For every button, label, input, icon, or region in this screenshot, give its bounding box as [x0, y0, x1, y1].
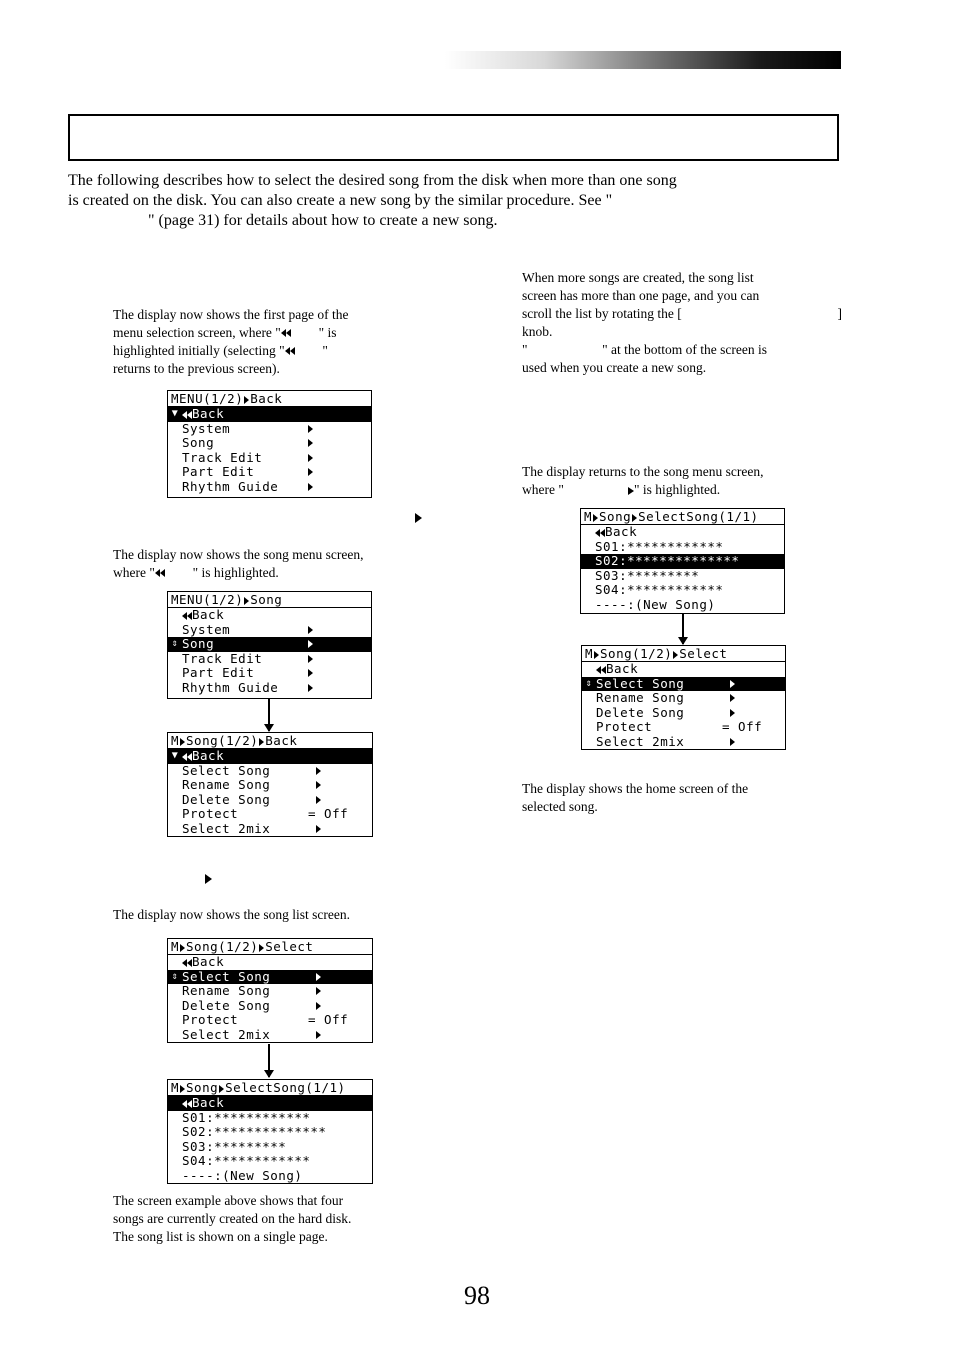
text-line: knob. [522, 324, 553, 339]
intro-line-2: is created on the disk. You can also create a new song by the similar procedure. See " [68, 192, 613, 209]
lcd-row-delete-song: Delete Song [168, 793, 372, 808]
lcd-row-new-song: ----:(New Song) [595, 596, 716, 612]
lcd-row-back: ▼ Back [168, 407, 371, 422]
lcd-row-part-edit: Part Edit [168, 666, 371, 681]
right-paragraph-2 [522, 463, 852, 499]
lcd-row-track-edit: Track Edit [168, 652, 371, 667]
lcd-song-select-screen [167, 938, 373, 1043]
text-line: used when you create a new song. [522, 360, 707, 375]
lcd-row-rename-song: Rename Song [168, 984, 372, 999]
lcd-song-select-screen-right [581, 645, 786, 750]
lcd-row-system: System [168, 422, 371, 437]
header-gradient-bar [445, 51, 841, 69]
lcd-title: M Song SelectSong(1/1) [168, 1080, 372, 1096]
lcd-row-protect: Protect = Off [182, 1012, 349, 1027]
lcd-row-delete-song: Delete Song [168, 999, 372, 1014]
section-title-box [68, 114, 839, 161]
lcd-song-menu-screen [167, 732, 373, 837]
intro-line-3: " (page 31) for details about how to create a new song. [148, 212, 498, 229]
text-line: When more songs are created, the song list [522, 270, 754, 285]
lcd-song-list-screen-right [580, 508, 785, 614]
lcd-row-song-s04: S04:************ [595, 582, 724, 597]
play-triangle-icon [415, 513, 422, 523]
left-paragraph-2 [113, 546, 443, 582]
text-line: " " at the bottom of the screen is [522, 342, 767, 357]
text-line: The screen example above shows that four [113, 1193, 344, 1208]
lcd-row-select-2mix: Select 2mix [168, 822, 372, 837]
down-arrow-icon [682, 614, 684, 644]
lcd-title: MENU(1/2) Back [168, 391, 371, 407]
lcd-row-part-edit: Part Edit [168, 465, 371, 480]
lcd-row-delete-song: Delete Song [582, 706, 785, 721]
lcd-row-select-song: ⇕ Select Song [582, 677, 785, 692]
text-line: The display returns to the song menu screen, [522, 464, 764, 479]
lcd-row-song-s02: S02:************** [182, 1124, 327, 1139]
text-line: scroll the list by rotating the [ ] [522, 306, 842, 321]
left-paragraph-1 [113, 306, 433, 378]
text-line: The song list is shown on a single page. [113, 1229, 328, 1244]
lcd-row-rename-song: Rename Song [582, 691, 785, 706]
lcd-row-track-edit: Track Edit [168, 451, 371, 466]
lcd-row-song-s01: S01:************ [595, 538, 724, 554]
lcd-row-song-s02: S02:************** [581, 554, 784, 569]
lcd-row-back: Back [581, 525, 784, 540]
lcd-row-song-s03: S03:********* [595, 567, 700, 583]
text-line: The display now shows the song menu screen, [113, 547, 364, 562]
lcd-title: M Song(1/2) Back [168, 733, 372, 749]
right-paragraph-1 [522, 269, 842, 377]
lcd-title: M Song(1/2) Select [168, 939, 372, 955]
lcd-song-list-screen [167, 1079, 373, 1184]
lcd-row-select-2mix: Select 2mix [582, 735, 785, 750]
lcd-row-back: Back [582, 662, 785, 677]
lcd-title: M Song(1/2) Select [582, 646, 785, 662]
right-paragraph-3 [522, 780, 842, 816]
text-line: returns to the previous screen). [113, 361, 280, 376]
lcd-row-select-2mix: Select 2mix [168, 1028, 372, 1043]
lcd-row-song-s03: S03:********* [182, 1138, 287, 1154]
lcd-row-select-song: ⇕ Select Song [168, 970, 372, 985]
lcd-row-protect: Protect = Off [182, 806, 349, 821]
lcd-row-song: ⇕ Song [168, 637, 371, 652]
text-line: The display now shows the first page of the [113, 307, 349, 322]
lcd-title: M Song SelectSong(1/1) [581, 509, 784, 525]
intro-line-1: The following describes how to select the desired song from the disk when more than one song [68, 172, 677, 189]
lcd-row-back: ▼ Back [168, 749, 372, 764]
lcd-row-new-song: ----:(New Song) [182, 1167, 303, 1183]
page-number: 98 [464, 1281, 490, 1310]
down-arrow-icon [268, 699, 270, 731]
intro-paragraph [68, 171, 841, 231]
lcd-row-rhythm-guide: Rhythm Guide [168, 681, 371, 696]
text-line: highlighted initially (selecting " " [113, 343, 328, 358]
lcd-row-song: Song [168, 436, 371, 451]
lcd-menu-screen [167, 390, 372, 498]
lcd-row-rhythm-guide: Rhythm Guide [168, 480, 371, 495]
lcd-row-select-song: Select Song [168, 764, 372, 779]
text-line: menu selection screen, where " " is [113, 325, 337, 340]
text-line: selected song. [522, 799, 598, 814]
lcd-row-protect: Protect = Off [596, 719, 763, 734]
lcd-title: MENU(1/2) Song [168, 592, 371, 608]
lcd-row-back: Back [168, 1096, 372, 1111]
lcd-row-song-s01: S01:************ [182, 1109, 311, 1125]
text-line: songs are currently created on the hard disk. [113, 1211, 352, 1226]
lcd-row-rename-song: Rename Song [168, 778, 372, 793]
lcd-row-back: Back [168, 608, 371, 623]
down-arrow-icon [268, 1044, 270, 1077]
lcd-row-song-s04: S04:************ [182, 1153, 311, 1168]
left-paragraph-3: The display now shows the song list screen. [113, 907, 350, 922]
text-line: The display shows the home screen of the [522, 781, 749, 796]
left-paragraph-4 [113, 1192, 433, 1246]
text-line: where " " is highlighted. [113, 565, 279, 580]
lcd-row-system: System [168, 623, 371, 638]
lcd-row-back: Back [168, 955, 372, 970]
lcd-menu-song-screen [167, 591, 372, 699]
text-line: screen has more than one page, and you can [522, 288, 760, 303]
play-triangle-icon [205, 874, 212, 884]
text-line: where " " is highlighted. [522, 482, 721, 497]
